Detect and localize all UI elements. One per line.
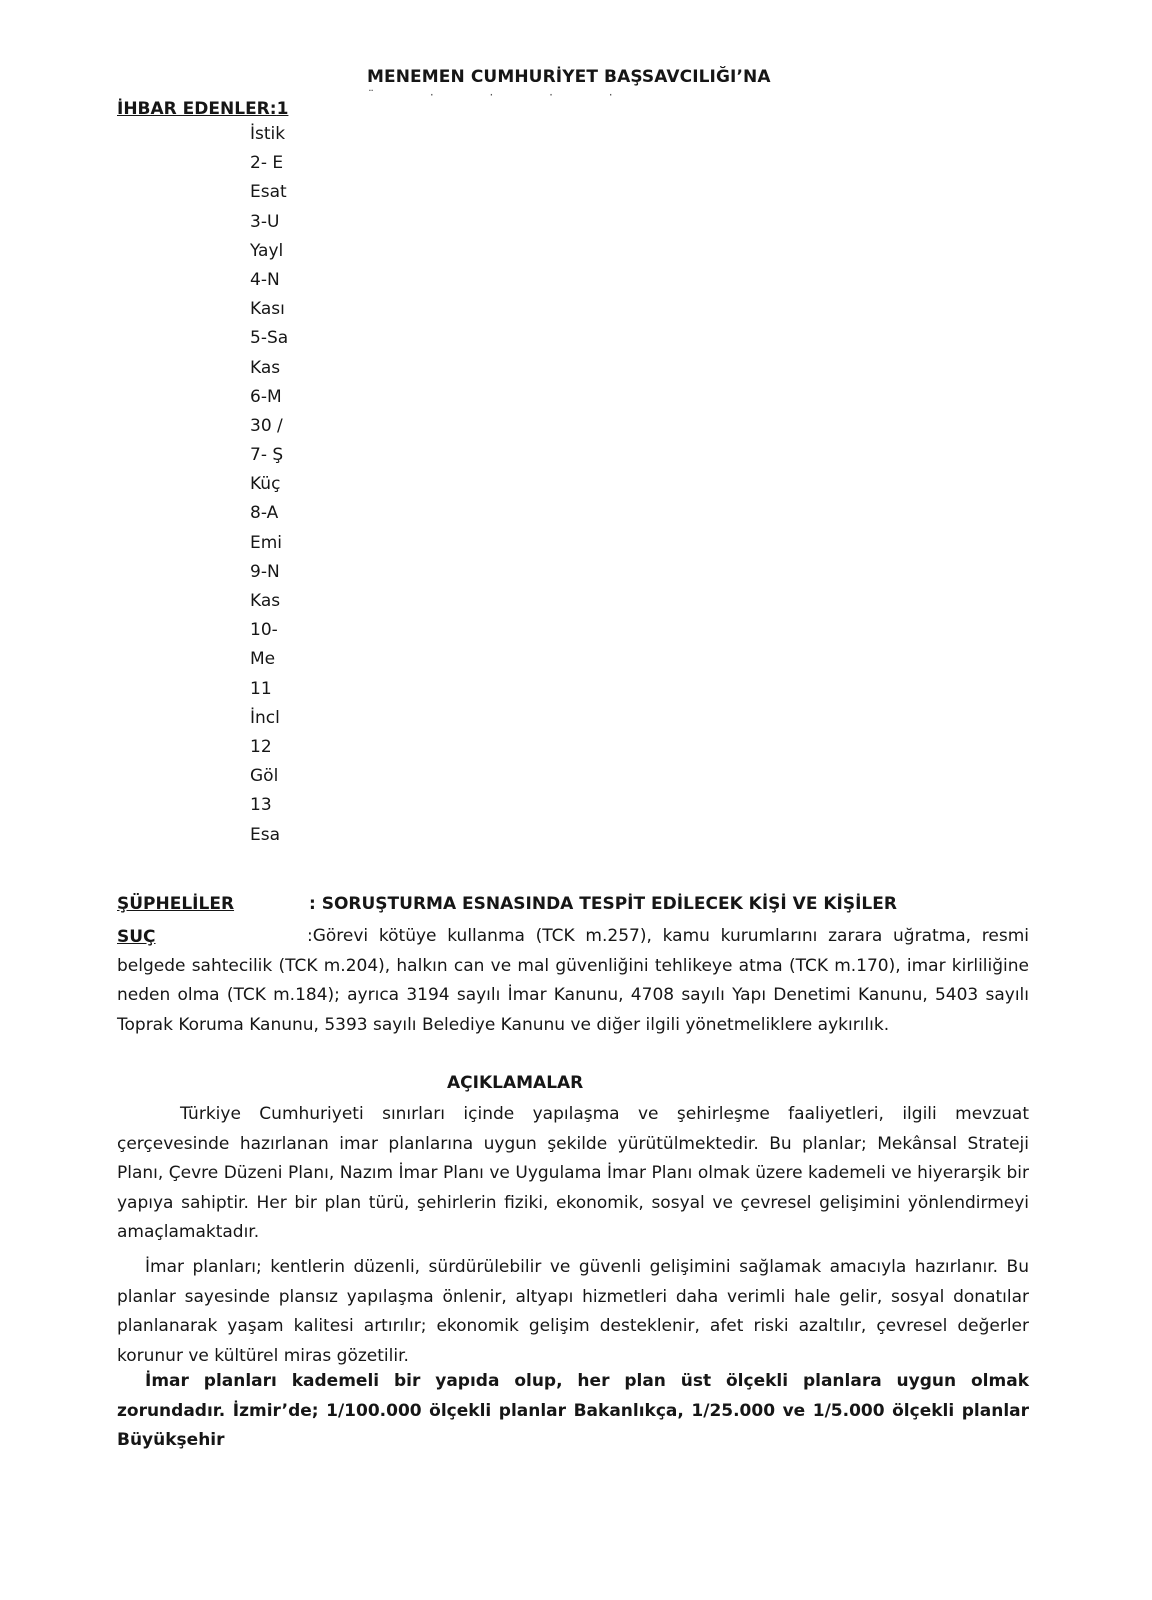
offense-label: SUÇ [117,927,156,947]
informant-list-item: Göl [250,766,279,787]
informant-list-item: 13 [250,795,272,816]
informant-list-item: Esa [250,824,281,845]
informant-list-item: 12 [250,736,272,757]
informant-list-item: 4-N [250,269,280,290]
informant-list-item: Kas [250,591,281,611]
informant-list-item: Kası [250,299,285,320]
explanations-heading: AÇIKLAMALAR [447,1073,584,1093]
informant-list [250,120,300,850]
informant-list-item: 7- Ş [250,445,284,466]
informant-list-item: 9-N [250,561,280,582]
informant-list-item: Emi [250,532,283,553]
informant-list-item: 30 / [250,415,283,436]
informant-list-item: 8-A [250,503,279,524]
informant-list-item: 5-Sa [250,328,289,349]
suspects-label: ŞÜPHELİLER [117,894,235,914]
informant-list-item: 6-M [250,386,282,407]
suspects-value: : SORUŞTURMA ESNASINDA TESPİT EDİLECEK KİŞİ VE KİŞİLER [309,894,897,914]
explanation-paragraph-1: Türkiye Cumhuriyeti sınırları içinde yapılaşma ve şehirleşme faaliyetleri, ilgili mevzuat çerçevesinde hazırlanan imar planlarına uygun şekilde yürütülmektedir. Bu planlar; Mekânsal Strateji Planı, Çevre Düzeni Planı, Nazım İmar Planı ve Uygulama İmar Planı olmak üzere kademeli ve hiyerarşik bir yapıya sahiptir. Her bir plan türü, şehirlerin fiziki, ekonomik, sosyal ve çevresel gelişimini yönlendirmeyi amaçlamaktadır. [117,1104,1029,1242]
explanation-paragraph-2: İmar planları; kentlerin düzenli, sürdürülebilir ve güvenli gelişimini sağlamak amacıyla hazırlanır. Bu planlar sayesinde plansız yapılaşma önlenir, altyapı hizmetleri daha verimli hale gelir, sosyal donatılar planlanarak yaşam kalitesi artırılır; ekonomik gelişim desteklenir, afet riski azaltılır, çevresel değerler korunur ve kültürel miras gözetilir. [117,1257,1029,1366]
informant-list-item: Kas [250,357,281,378]
document-title: MENEMEN CUMHURİYET BAŞSAVCILIĞI’NA [367,67,771,87]
faded-marks: ¨ · · · · [368,88,639,102]
informant-list-item: Küç [250,474,281,495]
informant-list-item: 3-U [250,211,280,232]
informant-list-item: Me [250,649,276,670]
offense-text: :Görevi kötüye kullanma (TCK m.257), kamu kurumlarını zarara uğratma, resmi belgede sahtecilik (TCK m.204), halkın can ve mal güvenliğini tehlikeye atma (TCK m.170), imar kirliliğine neden olma (TCK m.184); ayrıca 3194 sayılı İmar Kanunu, 4708 sayılı Yapı Denetimi Kanunu, 5403 sayılı Toprak Koruma Kanunu, 5393 sayılı Belediye Kanunu ve diğer ilgili yönetmeliklere aykırılık. [117,926,1029,1035]
informant-list-item: 11 [250,678,272,699]
informant-list-item: Yayl [250,240,284,261]
informants-label: İHBAR EDENLER:1 [117,99,289,119]
informant-list-item: Esat [250,182,287,203]
informant-list-item: 10- [250,620,278,641]
suspects-field [117,894,897,914]
informant-list-item: 2- E [250,153,284,174]
informant-list-item: İncl [250,707,280,728]
explanation-paragraph-3: İmar planları kademeli bir yapıda olup, her plan üst ölçekli planlara uygun olmak zorundadır. İzmir’de; 1/100.000 ölçekli planlar Bakanlıkça, 1/25.000 ve 1/5.000 ölçekli planlar Büyükşehir [117,1371,1029,1450]
informant-list-item: İstik [250,124,286,144]
